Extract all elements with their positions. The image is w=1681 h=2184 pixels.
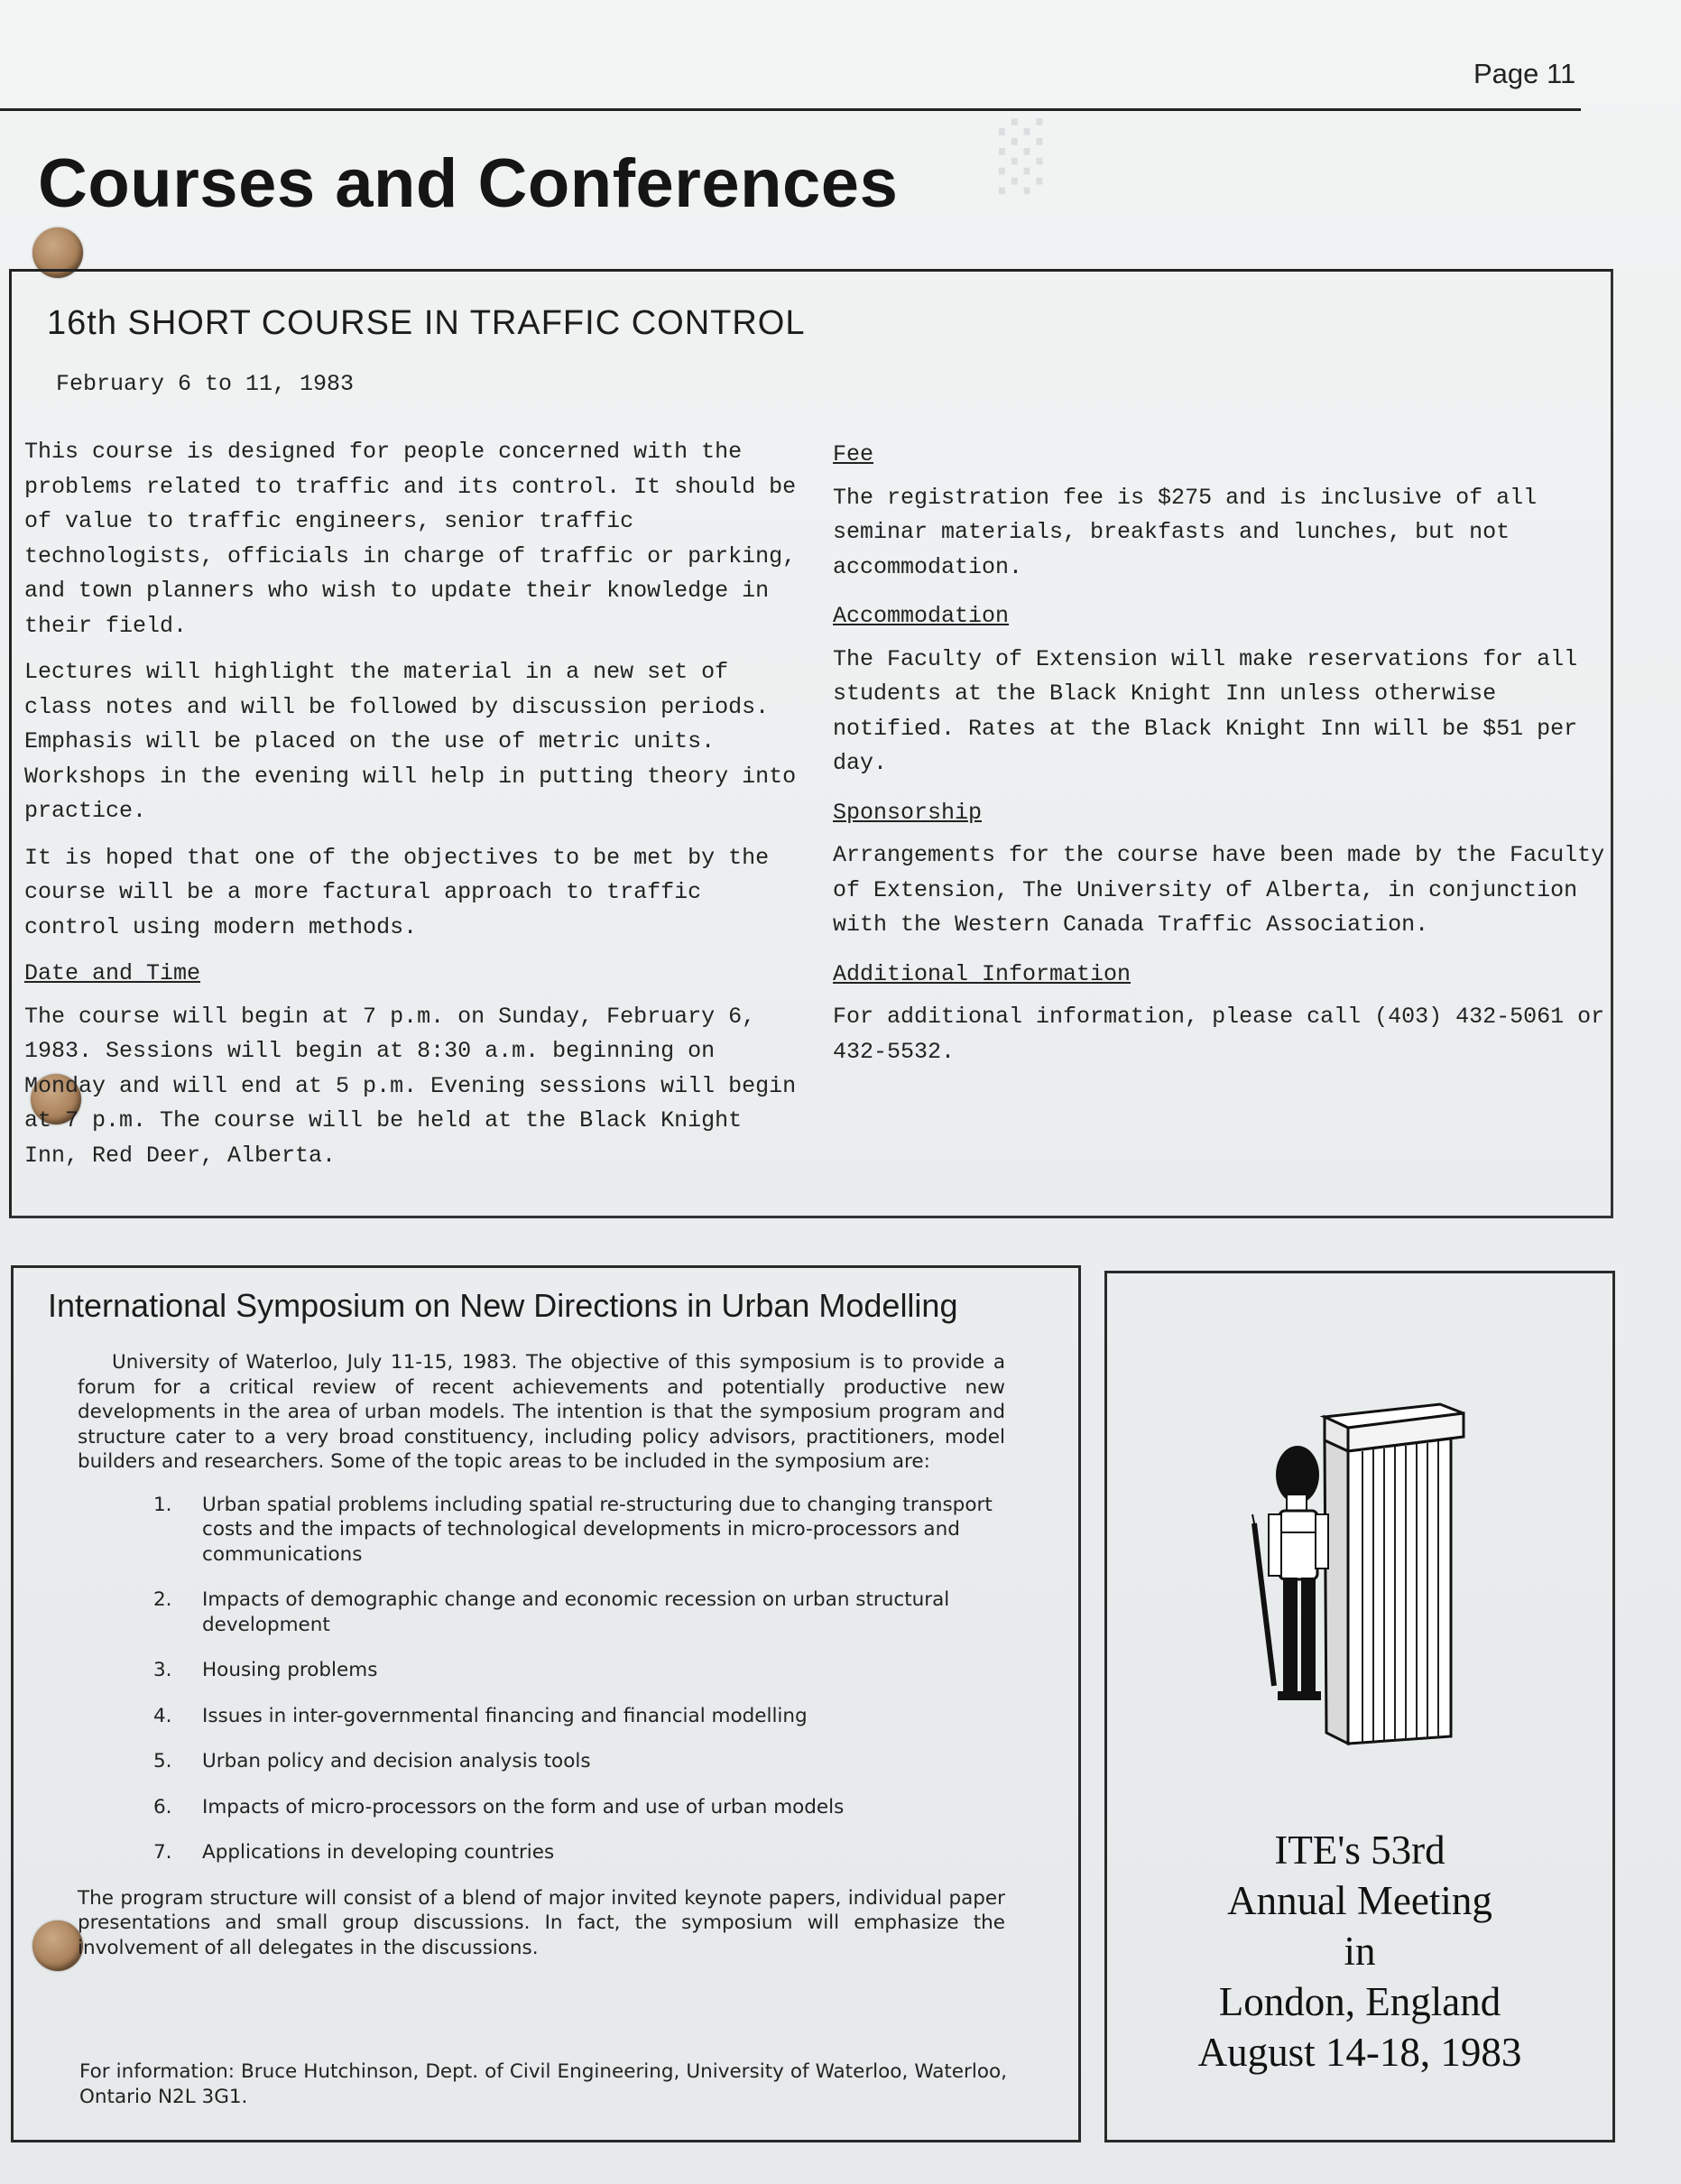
topic-number: 3. xyxy=(153,1659,172,1681)
topic-text: Applications in developing countries xyxy=(202,1841,555,1864)
page-number: Page 11 xyxy=(1473,58,1576,89)
ite-line: in xyxy=(1344,1929,1376,1974)
additional-info-heading: Additional Information xyxy=(833,960,1131,987)
topic-text: Impacts of micro-processors on the form and use of urban models xyxy=(202,1795,845,1818)
symposium-body xyxy=(78,1350,1005,1960)
date-time-text: The course will begin at 7 p.m. on Sunday, February 6, 1983. Sessions will begin at 8:30 a.m. beginning on Monday and will end at 5 p.m. Evening sessions will begin at 7 p.m. The course will be held at the Black Knight Inn, Red Deer, Alberta. xyxy=(24,1003,797,1169)
fee-heading: Fee xyxy=(833,441,874,467)
course-paragraph: This course is designed for people concerned with the problems related to traffic and its control. It should be of value to traffic engineers, senior traffic technologists, officials in charge of traffic or parking, and town planners who wish to update their knowledge in their field. xyxy=(24,439,797,639)
show-through-texture: ░ xyxy=(993,117,1043,194)
topic-text: Issues in inter-governmental financing and financial modelling xyxy=(202,1704,808,1727)
symposium-closing: The program structure will consist of a blend of major invited keynote papers, individual paper presentations and small group discussions. In fact, the symposium will emphasize the involvement of all delegates in the discussions. xyxy=(78,1886,1005,1959)
symposium-contact: For information: Bruce Hutchinson, Dept. of Civil Engineering, University of Waterloo, Waterloo, Ontario N2L 3G1. xyxy=(79,2060,1007,2108)
fee-block xyxy=(833,438,1609,585)
course-left-column xyxy=(24,435,809,1185)
topic-number: 5. xyxy=(153,1750,172,1772)
course-paragraph: It is hoped that one of the objectives to be met by the course will be a more factural approach to traffic control using modern methods. xyxy=(24,844,770,940)
additional-info-block xyxy=(833,958,1609,1070)
ite-line: Annual Meeting xyxy=(1227,1878,1492,1923)
course-dates: February 6 to 11, 1983 xyxy=(56,371,355,397)
list-item xyxy=(153,1658,1005,1683)
list-item xyxy=(153,1587,1005,1637)
sponsorship-block xyxy=(833,796,1609,943)
symposium-topic-list xyxy=(78,1493,1005,1865)
topic-text: Housing problems xyxy=(202,1659,378,1681)
topic-number: 6. xyxy=(153,1795,172,1818)
list-item xyxy=(153,1749,1005,1774)
course-right-column xyxy=(833,438,1609,1084)
sponsorship-heading: Sponsorship xyxy=(833,799,983,826)
list-item xyxy=(153,1493,1005,1568)
accommodation-heading: Accommodation xyxy=(833,603,1010,629)
accommodation-block xyxy=(833,599,1609,782)
guardsman-sentry-box-illustration xyxy=(1227,1397,1489,1749)
header-rule xyxy=(0,108,1581,111)
topic-text: Impacts of demographic change and economic recession on urban structural development xyxy=(202,1588,950,1636)
topic-number: 2. xyxy=(153,1588,172,1611)
fee-text: The registration fee is $275 and is inclusive of all seminar materials, breakfasts and lunches, but not accommodation. xyxy=(833,484,1538,580)
topic-number: 1. xyxy=(153,1493,172,1516)
course-paragraph: Lectures will highlight the material in a new set of class notes and will be followed by discussion periods. Emphasis will be placed on the use of metric units. Workshops in the evening will help in putting theory into practice. xyxy=(24,659,797,824)
topic-number: 4. xyxy=(153,1704,172,1727)
symposium-intro: University of Waterloo, July 11-15, 1983. The objective of this symposium is to provide a forum for a critical review of recent achievements and potentially productive new developments in the area of urban models. The intention is that the symposium program and structure cater to a very broad constituency, including policy advisors, practitioners, model builders and researchers. Some of the topic areas to be included in the symposium are: xyxy=(78,1351,1005,1473)
date-time-heading: Date and Time xyxy=(24,960,201,986)
section-title: Courses and Conferences xyxy=(38,145,899,222)
accommodation-text: The Faculty of Extension will make reservations for all students at the Black Knight Inn unless otherwise notified. Rates at the Black Knight Inn will be $51 per day. xyxy=(833,645,1578,776)
list-item xyxy=(153,1795,1005,1820)
topic-number: 7. xyxy=(153,1841,172,1864)
ite-line: ITE's 53rd xyxy=(1274,1828,1445,1873)
topic-text: Urban spatial problems including spatial re-structuring due to changing transport costs and the impacts of technological developments in micro-processors and communications xyxy=(202,1493,993,1566)
list-item xyxy=(153,1840,1005,1865)
course-heading: 16th SHORT COURSE IN TRAFFIC CONTROL xyxy=(47,304,806,342)
symposium-title: International Symposium on New Directions in Urban Modelling xyxy=(48,1287,958,1324)
ite-meeting-announcement xyxy=(1106,1825,1613,2078)
additional-info-text: For additional information, please call (403) 432-5061 or 432-5532. xyxy=(833,1004,1605,1065)
list-item xyxy=(153,1704,1005,1729)
sponsorship-text: Arrangements for the course have been made by the Faculty of Extension, The University of Alberta, in conjunction with the Western Canada Traffic Association. xyxy=(833,842,1605,938)
ite-line: August 14-18, 1983 xyxy=(1197,2030,1522,2075)
ite-line: London, England xyxy=(1218,1979,1501,2024)
topic-text: Urban policy and decision analysis tools xyxy=(202,1750,591,1772)
